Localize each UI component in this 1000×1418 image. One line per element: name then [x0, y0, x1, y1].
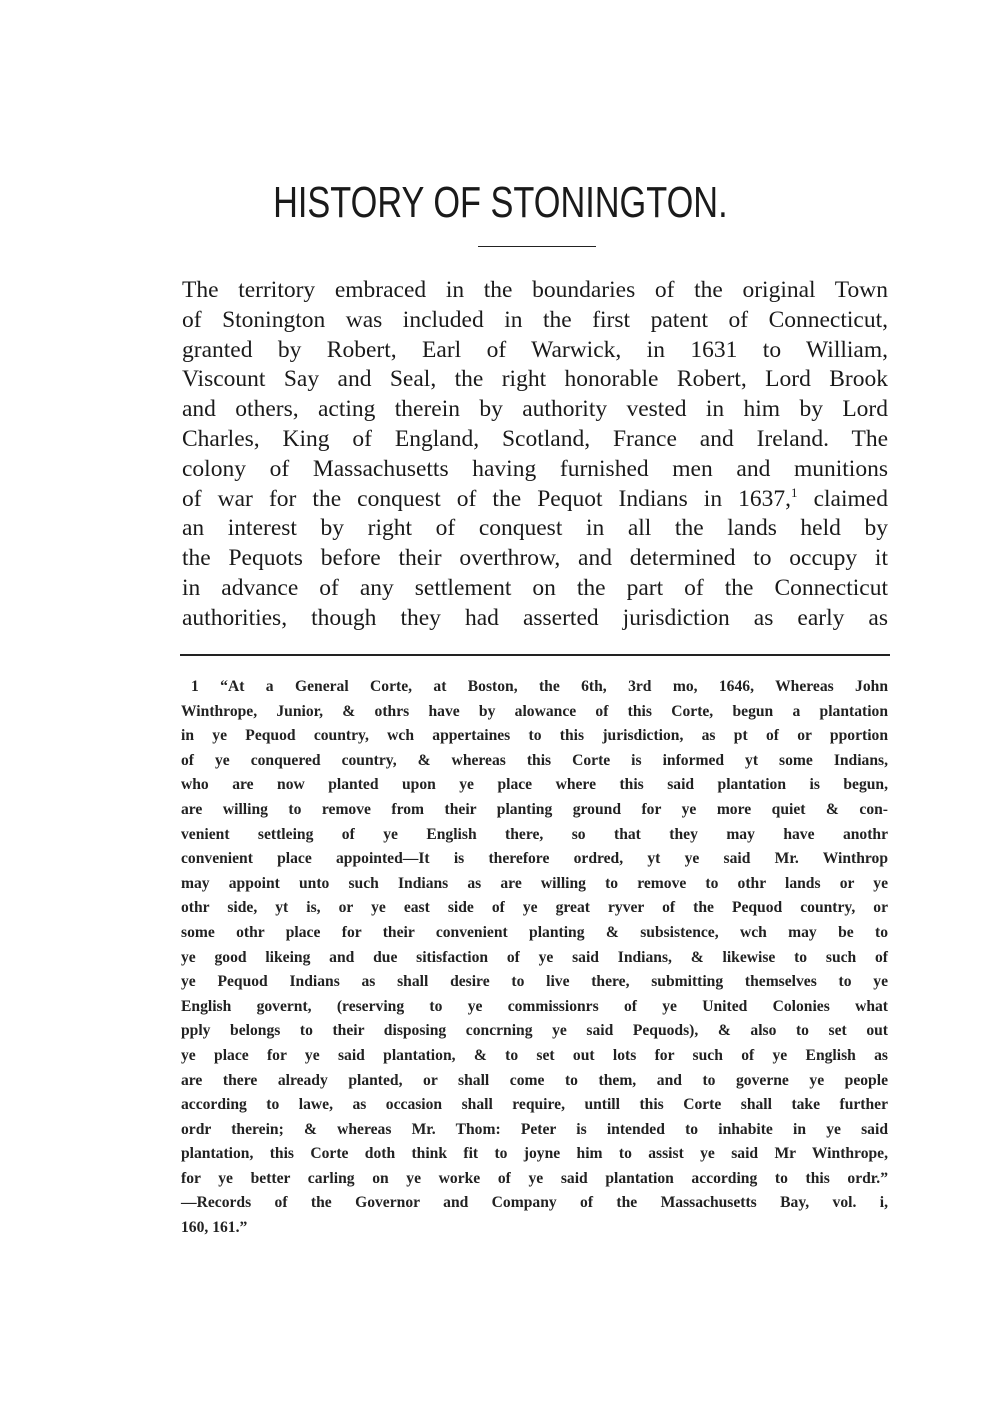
- footnote-line: are there already planted, or shall come to them, and to governe ye people: [181, 1071, 888, 1089]
- footnote-line: ye Pequod Indians as shall desire to live there, submitting themselves to ye: [181, 973, 888, 991]
- footnote-line: ordr therein; & whereas Mr. Thom: Peter is intended to inhabite in ye said: [181, 1120, 888, 1138]
- footnote-line: may appoint unto such Indians as are willing to remove to othr lands or ye: [181, 874, 888, 892]
- footnote: [181, 675, 888, 1241]
- body-line: in advance of any settlement on the part of the Connecticut: [182, 574, 888, 601]
- footnote-line: 160, 161.”: [181, 1219, 248, 1237]
- footnote-line: —Records of the Governor and Company of the Massachusetts Bay, vol. i,: [181, 1194, 888, 1212]
- footnote-line: 1 “At a General Corte, at Boston, the 6th, 3rd mo, 1646, Whereas John: [191, 678, 888, 695]
- footnote-line: in ye Pequod country, wch appertaines to this jurisdiction, as pt of or pportion: [181, 727, 888, 745]
- footnote-line: convenient place appointed—It is therefore ordred, yt ye said Mr. Winthrop: [181, 850, 888, 868]
- body-line-text: of war for the conquest of the Pequot Indians in 1637,: [182, 485, 792, 512]
- footnote-line: othr side, yt is, or ye east side of ye great ryver of the Pequod country, or: [181, 899, 888, 917]
- body-line: of Stonington was included in the first patent of Connecticut,: [182, 306, 888, 333]
- title-text: HISTORY OF STONINGTON.: [272, 178, 728, 227]
- footnote-line: plantation, this Corte doth think fit to joyne him to assist ye said Mr Winthrope,: [181, 1145, 888, 1163]
- footnote-line: are willing to remove from their planting ground for ye more quiet & con-: [181, 800, 888, 818]
- footnote-line: venient settleing of ye English there, so that they may have anothr: [181, 825, 888, 843]
- footnote-divider: [180, 654, 890, 656]
- footnote-line: some othr place for their convenient planting & subsistence, wch may be to: [181, 923, 888, 941]
- body-line: The territory embraced in the boundaries of the original Town: [182, 277, 888, 303]
- body-line: Viscount Say and Seal, the right honorable Robert, Lord Brook: [182, 366, 888, 393]
- body-line: an interest by right of conquest in all the lands held by: [182, 515, 888, 542]
- footnote-reference[interactable]: 1: [791, 484, 798, 500]
- footnote-line: for ye better carling on ye worke of ye said plantation according to this ordr.”: [181, 1169, 888, 1187]
- page-title: [0, 178, 1000, 228]
- footnote-line: pply belongs to their disposing concrning ye said Pequods), & also to set out: [181, 1022, 888, 1040]
- body-line: colony of Massachusetts having furnished men and munitions: [182, 455, 888, 482]
- body-line: granted by Robert, Earl of Warwick, in 1631 to William,: [182, 336, 888, 363]
- footnote-line: of ye conquered country, & whereas this Corte is informed yt some Indians,: [181, 751, 888, 769]
- footnote-line: English governt, (reserving to ye commissionrs of ye United Colonies what: [181, 997, 888, 1015]
- body-line: and others, acting therein by authority vested in him by Lord: [182, 396, 888, 423]
- footnote-line: who are now planted upon ye place where this said plantation is begun,: [181, 776, 888, 794]
- footnote-line: ye place for ye said plantation, & to set out lots for such of ye English as: [181, 1046, 888, 1064]
- body-line-tail: claimed: [797, 485, 888, 512]
- body-text: [182, 276, 888, 634]
- body-line: [182, 485, 888, 515]
- body-line: Charles, King of England, Scotland, France and Ireland. The: [182, 425, 888, 452]
- footnote-line: according to lawe, as occasion shall require, untill this Corte shall take further: [181, 1096, 888, 1114]
- footnote-line: ye good likeing and due sitisfaction of ye said Indians, & likewise to such of: [181, 948, 888, 966]
- body-line: the Pequots before their overthrow, and determined to occupy it: [182, 545, 888, 572]
- footnote-line: Winthrope, Junior, & othrs have by alowance of this Corte, begun a plantation: [181, 702, 888, 720]
- title-divider: [478, 246, 596, 247]
- body-line: authorities, though they had asserted jurisdiction as early as: [182, 604, 888, 631]
